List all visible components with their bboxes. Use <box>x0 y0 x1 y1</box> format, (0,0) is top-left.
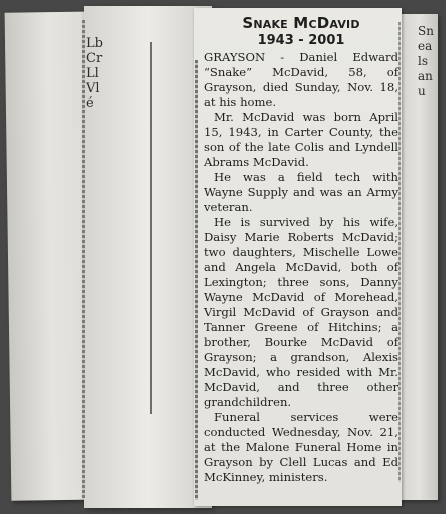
obituary-paragraph: He was a field tech with Wayne Supply and was an Army veteran. <box>204 170 398 214</box>
obituary-headline: Snake McDavid <box>242 14 360 32</box>
obituary-paragraph: Funeral services were conducted Wednesday, Nov. 21, at the Malone Funeral Home in Grayson by Clell Lucas and Ed McKinney, ministers. <box>204 410 398 484</box>
cut-off-text-right <box>418 24 442 99</box>
cut-off-text-left <box>86 36 106 111</box>
obituary-paragraph: GRAYSON - Daniel Edward “Snake” McDavid, 58, of Grayson, died Sunday, Nov. 18, at his home. <box>204 50 398 109</box>
text-fragment: ls <box>418 54 428 68</box>
text-fragment: Sn <box>418 24 434 38</box>
obituary-paragraph: He is survived by his wife, Daisy Marie Roberts McDavid; two daughters, Mischelle Lowe and Angela McDavid, both of Lexington; three sons, Danny Wayne McDavid of Morehead, Virgil McDavid of Grayson and Tanner Greene of Hitchins; a brother, Bourke McDavid of Grayson; a grandson, Alexis McDavid, who resided with Mr. McDavid, and three other grandchildren. <box>204 215 398 409</box>
text-fragment: Ll <box>86 66 99 81</box>
column-rule <box>195 60 198 500</box>
column-rule <box>150 42 152 414</box>
text-fragment: é <box>86 96 94 111</box>
column-rule <box>82 20 85 498</box>
obituary-article <box>204 14 398 485</box>
text-fragment: Lb <box>86 36 103 51</box>
text-fragment: Cr <box>86 51 103 66</box>
obituary-paragraph: Mr. McDavid was born April 15, 1943, in Carter County, the son of the late Colis and Lyndell Abrams McDavid. <box>204 110 398 169</box>
text-fragment: ea <box>418 39 433 53</box>
text-fragment: an <box>418 69 433 83</box>
column-rule <box>398 22 401 482</box>
obituary-dates: 1943 - 2001 <box>257 33 345 48</box>
text-fragment: Vl <box>86 81 100 96</box>
text-fragment: u <box>418 84 426 98</box>
